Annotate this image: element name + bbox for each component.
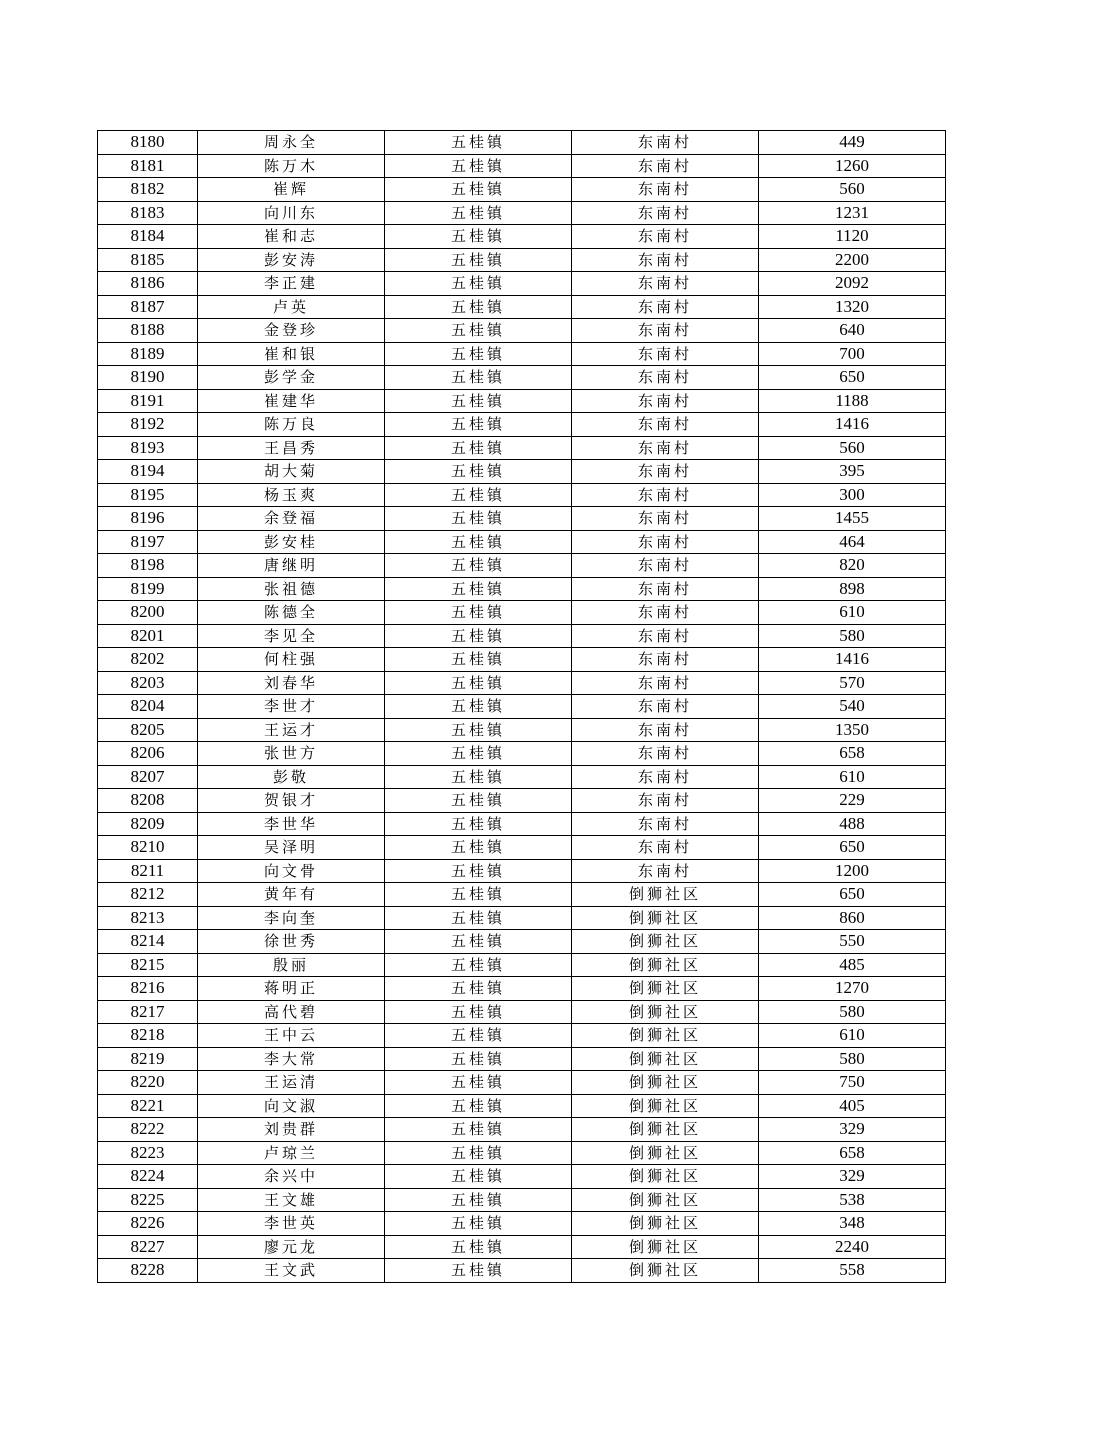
village-cell: 东南村 bbox=[572, 319, 759, 343]
town-cell: 五桂镇 bbox=[385, 1165, 572, 1189]
village-cell: 倒狮社区 bbox=[572, 1165, 759, 1189]
town-cell: 五桂镇 bbox=[385, 1024, 572, 1048]
amount-cell: 658 bbox=[759, 1141, 946, 1165]
amount-cell: 860 bbox=[759, 906, 946, 930]
person-name-cell: 杨玉爽 bbox=[198, 483, 385, 507]
table-row bbox=[98, 413, 946, 437]
town-cell: 五桂镇 bbox=[385, 272, 572, 296]
table-row bbox=[98, 225, 946, 249]
town-cell: 五桂镇 bbox=[385, 1212, 572, 1236]
village-cell: 倒狮社区 bbox=[572, 1188, 759, 1212]
village-cell: 东南村 bbox=[572, 718, 759, 742]
village-cell: 东南村 bbox=[572, 507, 759, 531]
serial-number-cell: 8204 bbox=[98, 695, 198, 719]
amount-cell: 658 bbox=[759, 742, 946, 766]
serial-number-cell: 8216 bbox=[98, 977, 198, 1001]
table-row bbox=[98, 436, 946, 460]
person-name-cell: 周永全 bbox=[198, 131, 385, 155]
amount-cell: 395 bbox=[759, 460, 946, 484]
village-cell: 东南村 bbox=[572, 389, 759, 413]
person-name-cell: 王文雄 bbox=[198, 1188, 385, 1212]
amount-cell: 2200 bbox=[759, 248, 946, 272]
village-cell: 东南村 bbox=[572, 624, 759, 648]
table-row bbox=[98, 789, 946, 813]
town-cell: 五桂镇 bbox=[385, 859, 572, 883]
village-cell: 倒狮社区 bbox=[572, 953, 759, 977]
serial-number-cell: 8189 bbox=[98, 342, 198, 366]
person-name-cell: 向川东 bbox=[198, 201, 385, 225]
person-name-cell: 李大常 bbox=[198, 1047, 385, 1071]
person-name-cell: 王文武 bbox=[198, 1259, 385, 1283]
town-cell: 五桂镇 bbox=[385, 765, 572, 789]
table-row bbox=[98, 530, 946, 554]
town-cell: 五桂镇 bbox=[385, 1000, 572, 1024]
serial-number-cell: 8214 bbox=[98, 930, 198, 954]
village-cell: 东南村 bbox=[572, 765, 759, 789]
amount-cell: 1320 bbox=[759, 295, 946, 319]
person-name-cell: 唐继明 bbox=[198, 554, 385, 578]
town-cell: 五桂镇 bbox=[385, 883, 572, 907]
person-name-cell: 王运才 bbox=[198, 718, 385, 742]
person-name-cell: 张祖德 bbox=[198, 577, 385, 601]
table-row bbox=[98, 178, 946, 202]
table-row bbox=[98, 154, 946, 178]
person-name-cell: 崔辉 bbox=[198, 178, 385, 202]
serial-number-cell: 8222 bbox=[98, 1118, 198, 1142]
table-row bbox=[98, 1094, 946, 1118]
serial-number-cell: 8202 bbox=[98, 648, 198, 672]
village-cell: 东南村 bbox=[572, 131, 759, 155]
serial-number-cell: 8200 bbox=[98, 601, 198, 625]
village-cell: 倒狮社区 bbox=[572, 1000, 759, 1024]
serial-number-cell: 8207 bbox=[98, 765, 198, 789]
person-name-cell: 彭学金 bbox=[198, 366, 385, 390]
person-name-cell: 刘贵群 bbox=[198, 1118, 385, 1142]
amount-cell: 750 bbox=[759, 1071, 946, 1095]
village-cell: 东南村 bbox=[572, 272, 759, 296]
serial-number-cell: 8225 bbox=[98, 1188, 198, 1212]
table-row bbox=[98, 930, 946, 954]
amount-cell: 538 bbox=[759, 1188, 946, 1212]
person-name-cell: 卢英 bbox=[198, 295, 385, 319]
amount-cell: 2240 bbox=[759, 1235, 946, 1259]
village-cell: 东南村 bbox=[572, 248, 759, 272]
person-name-cell: 张世方 bbox=[198, 742, 385, 766]
amount-cell: 300 bbox=[759, 483, 946, 507]
person-name-cell: 王中云 bbox=[198, 1024, 385, 1048]
amount-cell: 550 bbox=[759, 930, 946, 954]
serial-number-cell: 8208 bbox=[98, 789, 198, 813]
table-row bbox=[98, 577, 946, 601]
serial-number-cell: 8192 bbox=[98, 413, 198, 437]
serial-number-cell: 8206 bbox=[98, 742, 198, 766]
table-row bbox=[98, 977, 946, 1001]
serial-number-cell: 8223 bbox=[98, 1141, 198, 1165]
town-cell: 五桂镇 bbox=[385, 789, 572, 813]
town-cell: 五桂镇 bbox=[385, 248, 572, 272]
person-name-cell: 王昌秀 bbox=[198, 436, 385, 460]
village-cell: 东南村 bbox=[572, 225, 759, 249]
village-cell: 东南村 bbox=[572, 812, 759, 836]
table-row bbox=[98, 342, 946, 366]
village-cell: 东南村 bbox=[572, 413, 759, 437]
table-row bbox=[98, 742, 946, 766]
town-cell: 五桂镇 bbox=[385, 671, 572, 695]
town-cell: 五桂镇 bbox=[385, 906, 572, 930]
table-row bbox=[98, 1212, 946, 1236]
person-name-cell: 黄年有 bbox=[198, 883, 385, 907]
table-row bbox=[98, 1024, 946, 1048]
village-cell: 东南村 bbox=[572, 460, 759, 484]
town-cell: 五桂镇 bbox=[385, 836, 572, 860]
amount-cell: 229 bbox=[759, 789, 946, 813]
village-cell: 东南村 bbox=[572, 201, 759, 225]
amount-cell: 650 bbox=[759, 883, 946, 907]
person-name-cell: 崔建华 bbox=[198, 389, 385, 413]
table-row bbox=[98, 1259, 946, 1283]
person-name-cell: 刘春华 bbox=[198, 671, 385, 695]
table-row bbox=[98, 507, 946, 531]
town-cell: 五桂镇 bbox=[385, 507, 572, 531]
town-cell: 五桂镇 bbox=[385, 930, 572, 954]
amount-cell: 820 bbox=[759, 554, 946, 578]
serial-number-cell: 8199 bbox=[98, 577, 198, 601]
person-name-cell: 崔和志 bbox=[198, 225, 385, 249]
town-cell: 五桂镇 bbox=[385, 1118, 572, 1142]
table-row bbox=[98, 624, 946, 648]
amount-cell: 1260 bbox=[759, 154, 946, 178]
serial-number-cell: 8209 bbox=[98, 812, 198, 836]
serial-number-cell: 8210 bbox=[98, 836, 198, 860]
amount-cell: 558 bbox=[759, 1259, 946, 1283]
village-cell: 东南村 bbox=[572, 342, 759, 366]
town-cell: 五桂镇 bbox=[385, 1259, 572, 1283]
serial-number-cell: 8198 bbox=[98, 554, 198, 578]
amount-cell: 1270 bbox=[759, 977, 946, 1001]
table-row bbox=[98, 765, 946, 789]
town-cell: 五桂镇 bbox=[385, 436, 572, 460]
village-cell: 倒狮社区 bbox=[572, 883, 759, 907]
village-cell: 倒狮社区 bbox=[572, 930, 759, 954]
amount-cell: 580 bbox=[759, 1000, 946, 1024]
table-row bbox=[98, 131, 946, 155]
person-name-cell: 陈万木 bbox=[198, 154, 385, 178]
person-name-cell: 何柱强 bbox=[198, 648, 385, 672]
village-cell: 倒狮社区 bbox=[572, 906, 759, 930]
table-row bbox=[98, 1047, 946, 1071]
table-row bbox=[98, 483, 946, 507]
person-name-cell: 吴泽明 bbox=[198, 836, 385, 860]
table-row bbox=[98, 389, 946, 413]
serial-number-cell: 8221 bbox=[98, 1094, 198, 1118]
person-name-cell: 李正建 bbox=[198, 272, 385, 296]
amount-cell: 610 bbox=[759, 601, 946, 625]
amount-cell: 610 bbox=[759, 1024, 946, 1048]
village-cell: 倒狮社区 bbox=[572, 1259, 759, 1283]
village-cell: 东南村 bbox=[572, 366, 759, 390]
town-cell: 五桂镇 bbox=[385, 413, 572, 437]
town-cell: 五桂镇 bbox=[385, 389, 572, 413]
table-row bbox=[98, 883, 946, 907]
table-row bbox=[98, 812, 946, 836]
table-row bbox=[98, 1000, 946, 1024]
town-cell: 五桂镇 bbox=[385, 530, 572, 554]
town-cell: 五桂镇 bbox=[385, 1188, 572, 1212]
town-cell: 五桂镇 bbox=[385, 953, 572, 977]
table-row bbox=[98, 1165, 946, 1189]
serial-number-cell: 8224 bbox=[98, 1165, 198, 1189]
person-name-cell: 王运清 bbox=[198, 1071, 385, 1095]
amount-cell: 488 bbox=[759, 812, 946, 836]
village-cell: 东南村 bbox=[572, 859, 759, 883]
amount-cell: 464 bbox=[759, 530, 946, 554]
person-name-cell: 陈万良 bbox=[198, 413, 385, 437]
town-cell: 五桂镇 bbox=[385, 460, 572, 484]
person-name-cell: 廖元龙 bbox=[198, 1235, 385, 1259]
serial-number-cell: 8188 bbox=[98, 319, 198, 343]
person-name-cell: 贺银才 bbox=[198, 789, 385, 813]
village-cell: 东南村 bbox=[572, 154, 759, 178]
village-cell: 东南村 bbox=[572, 695, 759, 719]
person-name-cell: 彭敬 bbox=[198, 765, 385, 789]
amount-cell: 405 bbox=[759, 1094, 946, 1118]
amount-cell: 700 bbox=[759, 342, 946, 366]
amount-cell: 560 bbox=[759, 436, 946, 460]
town-cell: 五桂镇 bbox=[385, 718, 572, 742]
town-cell: 五桂镇 bbox=[385, 624, 572, 648]
serial-number-cell: 8185 bbox=[98, 248, 198, 272]
amount-cell: 1188 bbox=[759, 389, 946, 413]
serial-number-cell: 8228 bbox=[98, 1259, 198, 1283]
serial-number-cell: 8195 bbox=[98, 483, 198, 507]
town-cell: 五桂镇 bbox=[385, 577, 572, 601]
serial-number-cell: 8182 bbox=[98, 178, 198, 202]
serial-number-cell: 8226 bbox=[98, 1212, 198, 1236]
table-row bbox=[98, 460, 946, 484]
serial-number-cell: 8212 bbox=[98, 883, 198, 907]
town-cell: 五桂镇 bbox=[385, 131, 572, 155]
serial-number-cell: 8205 bbox=[98, 718, 198, 742]
town-cell: 五桂镇 bbox=[385, 1141, 572, 1165]
serial-number-cell: 8183 bbox=[98, 201, 198, 225]
amount-cell: 1120 bbox=[759, 225, 946, 249]
town-cell: 五桂镇 bbox=[385, 201, 572, 225]
table-row bbox=[98, 671, 946, 695]
person-name-cell: 李见全 bbox=[198, 624, 385, 648]
serial-number-cell: 8227 bbox=[98, 1235, 198, 1259]
roster-table-body bbox=[98, 131, 946, 1283]
village-cell: 东南村 bbox=[572, 295, 759, 319]
village-cell: 倒狮社区 bbox=[572, 977, 759, 1001]
village-cell: 东南村 bbox=[572, 648, 759, 672]
serial-number-cell: 8194 bbox=[98, 460, 198, 484]
town-cell: 五桂镇 bbox=[385, 601, 572, 625]
table-row bbox=[98, 1118, 946, 1142]
roster-table bbox=[97, 130, 946, 1283]
town-cell: 五桂镇 bbox=[385, 812, 572, 836]
village-cell: 东南村 bbox=[572, 436, 759, 460]
amount-cell: 650 bbox=[759, 366, 946, 390]
person-name-cell: 向文淑 bbox=[198, 1094, 385, 1118]
amount-cell: 560 bbox=[759, 178, 946, 202]
serial-number-cell: 8218 bbox=[98, 1024, 198, 1048]
serial-number-cell: 8180 bbox=[98, 131, 198, 155]
table-row bbox=[98, 1141, 946, 1165]
person-name-cell: 崔和银 bbox=[198, 342, 385, 366]
village-cell: 倒狮社区 bbox=[572, 1235, 759, 1259]
amount-cell: 610 bbox=[759, 765, 946, 789]
table-row bbox=[98, 859, 946, 883]
village-cell: 东南村 bbox=[572, 601, 759, 625]
amount-cell: 485 bbox=[759, 953, 946, 977]
town-cell: 五桂镇 bbox=[385, 554, 572, 578]
town-cell: 五桂镇 bbox=[385, 1235, 572, 1259]
amount-cell: 1455 bbox=[759, 507, 946, 531]
amount-cell: 2092 bbox=[759, 272, 946, 296]
village-cell: 东南村 bbox=[572, 554, 759, 578]
amount-cell: 898 bbox=[759, 577, 946, 601]
person-name-cell: 徐世秀 bbox=[198, 930, 385, 954]
person-name-cell: 李世华 bbox=[198, 812, 385, 836]
table-row bbox=[98, 272, 946, 296]
table-row bbox=[98, 248, 946, 272]
town-cell: 五桂镇 bbox=[385, 742, 572, 766]
person-name-cell: 余登福 bbox=[198, 507, 385, 531]
amount-cell: 580 bbox=[759, 624, 946, 648]
town-cell: 五桂镇 bbox=[385, 366, 572, 390]
village-cell: 倒狮社区 bbox=[572, 1118, 759, 1142]
amount-cell: 329 bbox=[759, 1118, 946, 1142]
table-row bbox=[98, 1071, 946, 1095]
serial-number-cell: 8201 bbox=[98, 624, 198, 648]
person-name-cell: 彭安桂 bbox=[198, 530, 385, 554]
person-name-cell: 彭安涛 bbox=[198, 248, 385, 272]
serial-number-cell: 8211 bbox=[98, 859, 198, 883]
village-cell: 东南村 bbox=[572, 671, 759, 695]
serial-number-cell: 8187 bbox=[98, 295, 198, 319]
serial-number-cell: 8186 bbox=[98, 272, 198, 296]
town-cell: 五桂镇 bbox=[385, 483, 572, 507]
person-name-cell: 殷丽 bbox=[198, 953, 385, 977]
amount-cell: 1416 bbox=[759, 648, 946, 672]
table-row bbox=[98, 836, 946, 860]
amount-cell: 570 bbox=[759, 671, 946, 695]
village-cell: 东南村 bbox=[572, 789, 759, 813]
table-row bbox=[98, 953, 946, 977]
serial-number-cell: 8197 bbox=[98, 530, 198, 554]
serial-number-cell: 8181 bbox=[98, 154, 198, 178]
town-cell: 五桂镇 bbox=[385, 1071, 572, 1095]
serial-number-cell: 8220 bbox=[98, 1071, 198, 1095]
table-row bbox=[98, 201, 946, 225]
table-row bbox=[98, 648, 946, 672]
table-row bbox=[98, 1188, 946, 1212]
person-name-cell: 李世才 bbox=[198, 695, 385, 719]
town-cell: 五桂镇 bbox=[385, 178, 572, 202]
table-row bbox=[98, 718, 946, 742]
amount-cell: 580 bbox=[759, 1047, 946, 1071]
person-name-cell: 胡大菊 bbox=[198, 460, 385, 484]
town-cell: 五桂镇 bbox=[385, 977, 572, 1001]
serial-number-cell: 8193 bbox=[98, 436, 198, 460]
table-row bbox=[98, 319, 946, 343]
village-cell: 倒狮社区 bbox=[572, 1024, 759, 1048]
table-row bbox=[98, 366, 946, 390]
amount-cell: 329 bbox=[759, 1165, 946, 1189]
village-cell: 倒狮社区 bbox=[572, 1141, 759, 1165]
town-cell: 五桂镇 bbox=[385, 342, 572, 366]
table-row bbox=[98, 601, 946, 625]
serial-number-cell: 8217 bbox=[98, 1000, 198, 1024]
village-cell: 东南村 bbox=[572, 577, 759, 601]
village-cell: 倒狮社区 bbox=[572, 1047, 759, 1071]
serial-number-cell: 8213 bbox=[98, 906, 198, 930]
serial-number-cell: 8196 bbox=[98, 507, 198, 531]
person-name-cell: 李世英 bbox=[198, 1212, 385, 1236]
amount-cell: 1416 bbox=[759, 413, 946, 437]
village-cell: 倒狮社区 bbox=[572, 1071, 759, 1095]
table-row bbox=[98, 906, 946, 930]
amount-cell: 1350 bbox=[759, 718, 946, 742]
serial-number-cell: 8219 bbox=[98, 1047, 198, 1071]
person-name-cell: 蒋明正 bbox=[198, 977, 385, 1001]
town-cell: 五桂镇 bbox=[385, 154, 572, 178]
amount-cell: 1231 bbox=[759, 201, 946, 225]
village-cell: 东南村 bbox=[572, 178, 759, 202]
person-name-cell: 李向奎 bbox=[198, 906, 385, 930]
table-row bbox=[98, 695, 946, 719]
amount-cell: 640 bbox=[759, 319, 946, 343]
person-name-cell: 陈德全 bbox=[198, 601, 385, 625]
village-cell: 东南村 bbox=[572, 742, 759, 766]
person-name-cell: 金登珍 bbox=[198, 319, 385, 343]
town-cell: 五桂镇 bbox=[385, 319, 572, 343]
serial-number-cell: 8184 bbox=[98, 225, 198, 249]
town-cell: 五桂镇 bbox=[385, 295, 572, 319]
person-name-cell: 卢琼兰 bbox=[198, 1141, 385, 1165]
town-cell: 五桂镇 bbox=[385, 695, 572, 719]
village-cell: 东南村 bbox=[572, 530, 759, 554]
village-cell: 东南村 bbox=[572, 836, 759, 860]
serial-number-cell: 8191 bbox=[98, 389, 198, 413]
person-name-cell: 高代碧 bbox=[198, 1000, 385, 1024]
town-cell: 五桂镇 bbox=[385, 1094, 572, 1118]
amount-cell: 540 bbox=[759, 695, 946, 719]
village-cell: 东南村 bbox=[572, 483, 759, 507]
town-cell: 五桂镇 bbox=[385, 225, 572, 249]
amount-cell: 1200 bbox=[759, 859, 946, 883]
serial-number-cell: 8215 bbox=[98, 953, 198, 977]
town-cell: 五桂镇 bbox=[385, 1047, 572, 1071]
amount-cell: 650 bbox=[759, 836, 946, 860]
town-cell: 五桂镇 bbox=[385, 648, 572, 672]
village-cell: 倒狮社区 bbox=[572, 1094, 759, 1118]
table-row bbox=[98, 295, 946, 319]
table-row bbox=[98, 554, 946, 578]
person-name-cell: 向文骨 bbox=[198, 859, 385, 883]
person-name-cell: 余兴中 bbox=[198, 1165, 385, 1189]
table-row bbox=[98, 1235, 946, 1259]
village-cell: 倒狮社区 bbox=[572, 1212, 759, 1236]
amount-cell: 449 bbox=[759, 131, 946, 155]
serial-number-cell: 8203 bbox=[98, 671, 198, 695]
serial-number-cell: 8190 bbox=[98, 366, 198, 390]
amount-cell: 348 bbox=[759, 1212, 946, 1236]
